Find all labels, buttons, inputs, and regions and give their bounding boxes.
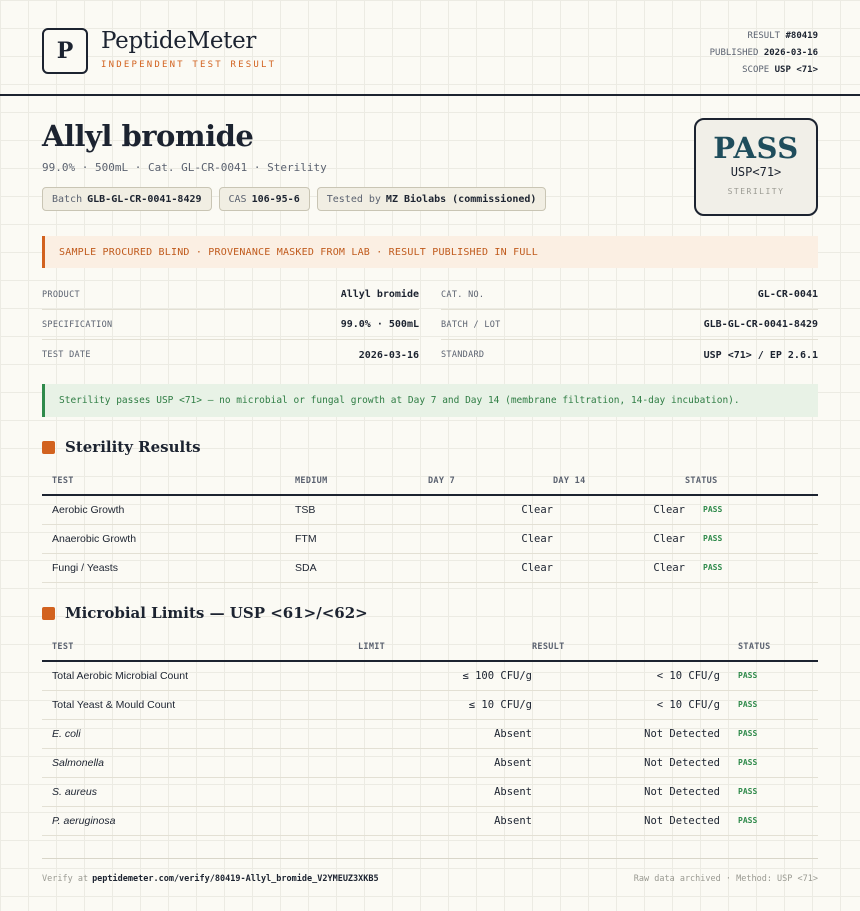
published-date: 2026-03-16 (763, 48, 818, 58)
test-result: Not Detected (532, 748, 720, 777)
status-badge: PASS (685, 524, 818, 553)
result-meta (710, 28, 818, 79)
test-limit: Absent (358, 806, 532, 835)
info-test-date (42, 340, 419, 370)
test-medium: TSB (295, 495, 428, 524)
table-row (42, 719, 818, 748)
cas-chip (219, 187, 310, 211)
table-row (42, 690, 818, 719)
scope-value: USP <71> (774, 65, 818, 75)
microbial-header-test: TEST (42, 633, 358, 661)
status-badge: PASS (720, 777, 818, 806)
info-batch (441, 310, 818, 340)
verify-line (42, 874, 379, 884)
product-chips (42, 187, 546, 211)
batch-chip-label: Batch (52, 193, 83, 205)
sterility-header-day7: DAY 7 (428, 467, 553, 495)
tested-by-chip-label: Tested by (326, 193, 381, 205)
info-spec-label: SPECIFICATION (42, 319, 113, 330)
pass-badge (694, 118, 818, 216)
sterility-header-test: TEST (42, 467, 295, 495)
sterility-summary-note: Sterility passes USP <71> — no microbial or fungal growth at Day 7 and Day 14 (membrane filtration, 14-day incubation). (42, 384, 818, 417)
test-name: Aerobic Growth (42, 495, 295, 524)
scope-label: SCOPE (742, 65, 770, 75)
verify-link[interactable]: peptidemeter.com/verify/80419-Allyl_bromide_V2YMEUZ3XKB5 (92, 873, 379, 884)
test-medium: SDA (295, 553, 428, 582)
info-cat-no (441, 280, 818, 310)
brand-name[interactable]: PeptideMeter (101, 28, 257, 54)
batch-chip-value: GLB-GL-CR-0041-8429 (87, 193, 202, 205)
info-standard (441, 340, 818, 370)
result-label: RESULT (747, 31, 781, 41)
blind-procurement-notice: SAMPLE PROCURED BLIND · PROVENANCE MASKED FROM LAB · RESULT PUBLISHED IN FULL (42, 236, 818, 268)
info-standard-value: USP <71> / EP 2.6.1 (703, 349, 818, 361)
day7-result: Clear (428, 495, 553, 524)
info-standard-label: STANDARD (441, 350, 485, 360)
test-name: P. aeruginosa (42, 806, 358, 835)
table-row (42, 495, 818, 524)
info-date-value: 2026-03-16 (358, 349, 419, 361)
test-result: Not Detected (532, 719, 720, 748)
status-badge: PASS (685, 495, 818, 524)
test-name: Total Aerobic Microbial Count (42, 661, 358, 690)
tested-by-chip-value: MZ Biolabs (commissioned) (385, 193, 537, 205)
info-batch-value: GLB-GL-CR-0041-8429 (703, 319, 818, 330)
table-row (42, 748, 818, 777)
day7-result: Clear (428, 524, 553, 553)
tested-by-chip (317, 187, 547, 211)
info-product-value: Allyl bromide (340, 289, 419, 300)
day7-result: Clear (428, 553, 553, 582)
brand-tagline: INDEPENDENT TEST RESULT (101, 60, 277, 70)
test-limit: Absent (358, 719, 532, 748)
sterility-header-day14: DAY 14 (553, 467, 685, 495)
info-batch-label: BATCH / LOT (441, 319, 501, 330)
info-product (42, 280, 419, 310)
section-marker-icon (42, 441, 55, 454)
info-cat-value: GL-CR-0041 (757, 289, 818, 300)
status-badge: PASS (720, 806, 818, 835)
test-result: Not Detected (532, 777, 720, 806)
info-specification (42, 310, 419, 340)
brand-logo[interactable]: P (42, 28, 88, 74)
microbial-header-limit: LIMIT (358, 633, 532, 661)
test-name: E. coli (42, 719, 358, 748)
test-name: Total Yeast & Mould Count (42, 690, 358, 719)
test-limit: Absent (358, 748, 532, 777)
status-badge: PASS (720, 748, 818, 777)
cas-chip-value: 106-95-6 (251, 193, 300, 205)
status-badge: PASS (720, 719, 818, 748)
test-medium: FTM (295, 524, 428, 553)
test-limit: ≤ 10 CFU/g (358, 690, 532, 719)
published-label: PUBLISHED (709, 48, 759, 58)
report-header (0, 0, 860, 96)
sterility-section-heading (42, 438, 201, 456)
test-result: < 10 CFU/g (532, 661, 720, 690)
cas-chip-label: CAS (228, 193, 247, 205)
sterility-table (42, 467, 818, 583)
pass-badge-result: PASS (713, 131, 799, 165)
table-row (42, 777, 818, 806)
test-result: Not Detected (532, 806, 720, 835)
batch-chip (42, 187, 212, 211)
microbial-section-title: Microbial Limits — USP <61>/<62> (65, 604, 368, 622)
product-title: Allyl bromide (42, 119, 254, 153)
sterility-header-status: STATUS (685, 467, 818, 495)
status-badge: PASS (720, 690, 818, 719)
result-number: #80419 (785, 31, 818, 41)
table-row (42, 661, 818, 690)
test-limit: Absent (358, 777, 532, 806)
report-footer (42, 858, 818, 898)
section-marker-icon (42, 607, 55, 620)
info-date-label: TEST DATE (42, 350, 91, 360)
microbial-section-heading (42, 604, 368, 622)
test-name: Anaerobic Growth (42, 524, 295, 553)
microbial-header-result: RESULT (532, 633, 720, 661)
table-row (42, 553, 818, 582)
verify-label: Verify at (42, 873, 89, 884)
test-name: Fungi / Yeasts (42, 553, 295, 582)
table-row (42, 524, 818, 553)
footer-method-note: Raw data archived · Method: USP <71> (633, 873, 818, 884)
test-limit: ≤ 100 CFU/g (358, 661, 532, 690)
status-badge: PASS (685, 553, 818, 582)
sterility-header-medium: MEDIUM (295, 467, 428, 495)
status-badge: PASS (720, 661, 818, 690)
day14-result: Clear (553, 495, 685, 524)
day14-result: Clear (553, 524, 685, 553)
day14-result: Clear (553, 553, 685, 582)
test-result: < 10 CFU/g (532, 690, 720, 719)
test-name: Salmonella (42, 748, 358, 777)
microbial-table (42, 633, 818, 836)
info-spec-value: 99.0% · 500mL (340, 319, 419, 330)
info-product-label: PRODUCT (42, 289, 80, 300)
pass-badge-standard: USP<71> (730, 165, 782, 179)
microbial-header-status: STATUS (720, 633, 818, 661)
test-name: S. aureus (42, 777, 358, 806)
sterility-section-title: Sterility Results (65, 438, 201, 456)
info-cat-label: CAT. NO. (441, 289, 485, 300)
product-subtitle: 99.0% · 500mL · Cat. GL-CR-0041 · Sterility (42, 161, 327, 174)
pass-badge-scope: STERILITY (727, 187, 785, 196)
table-row (42, 806, 818, 835)
product-info-grid (42, 280, 818, 370)
